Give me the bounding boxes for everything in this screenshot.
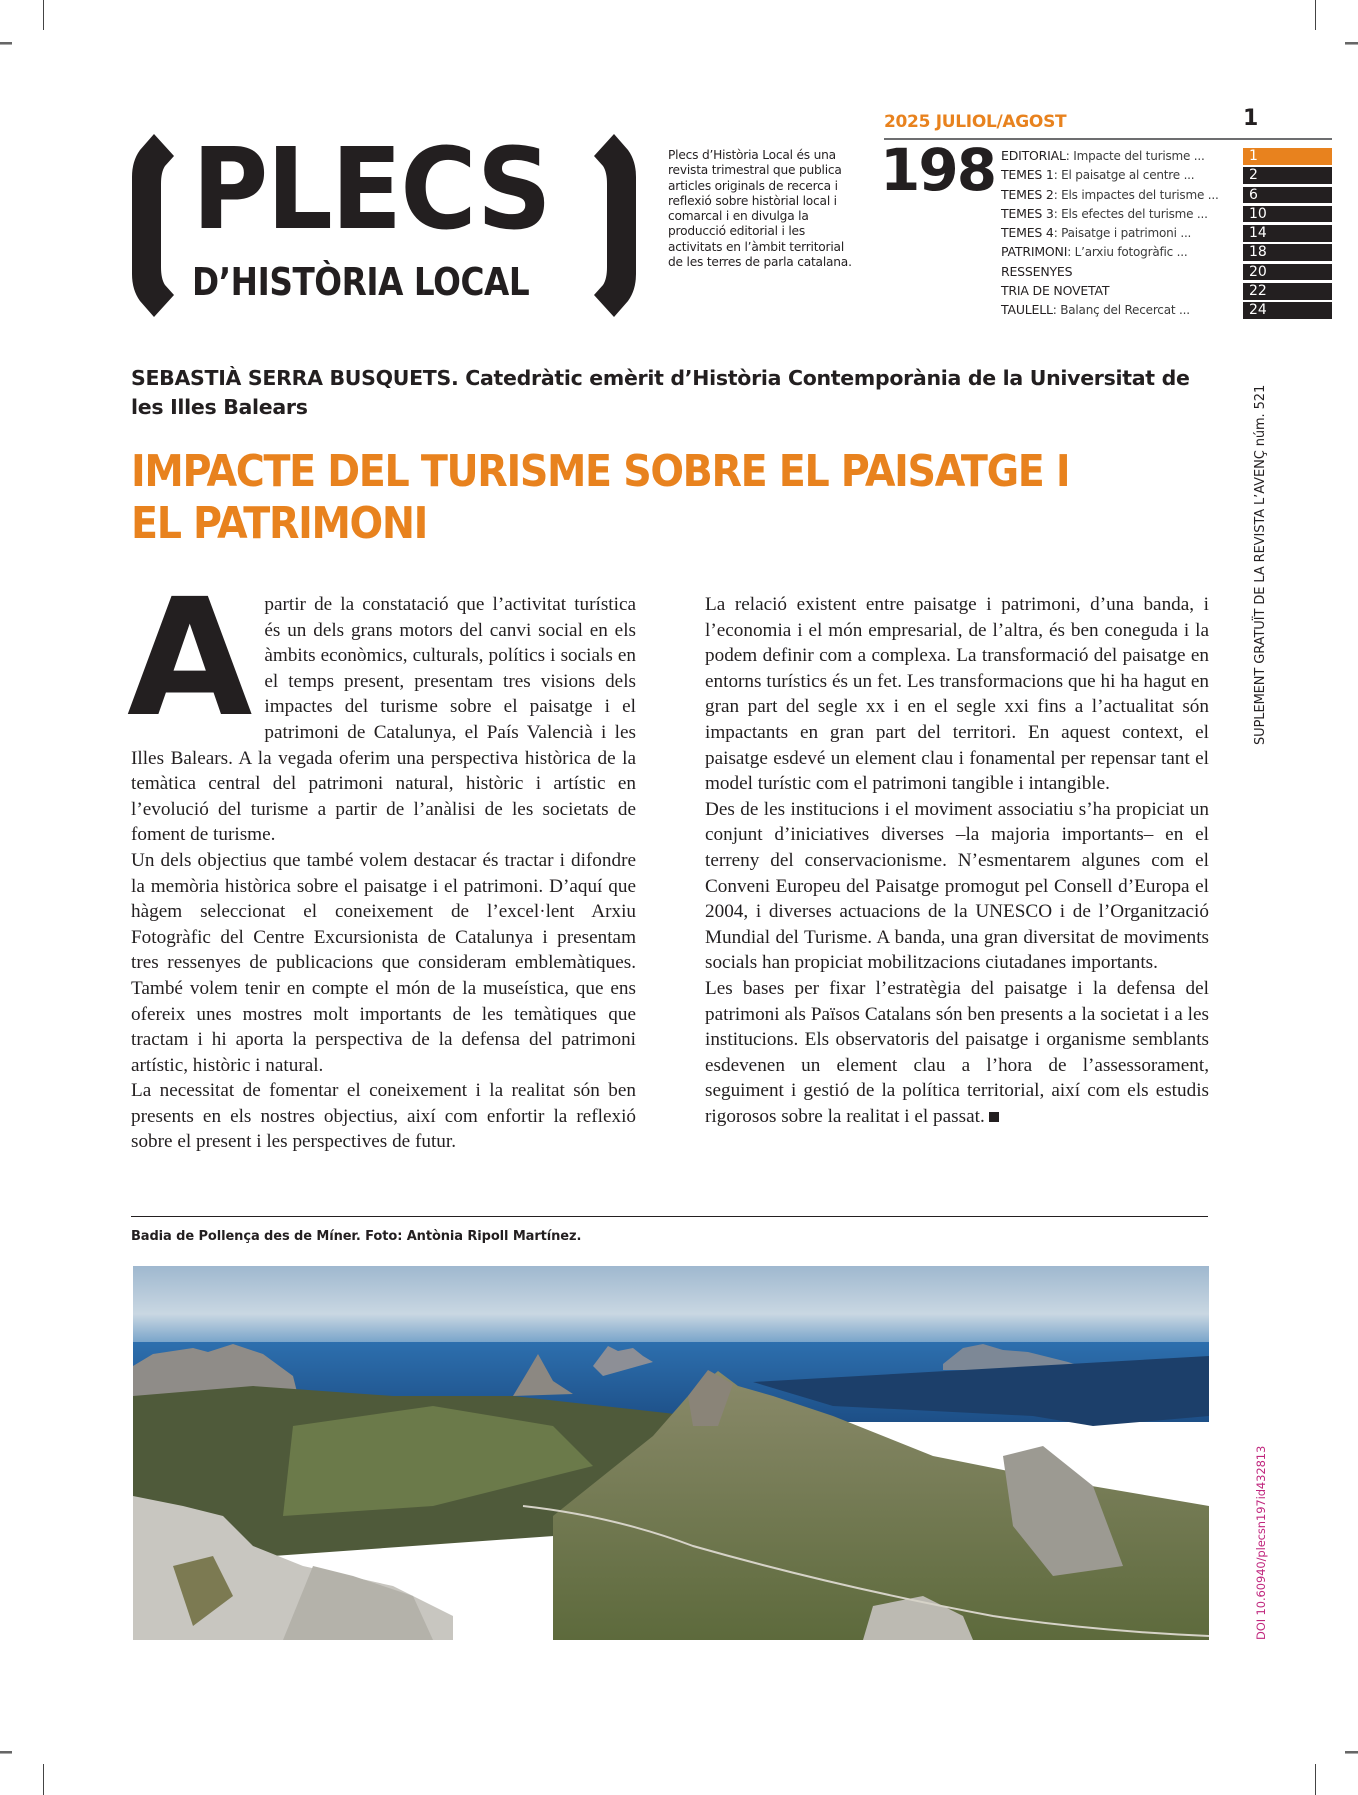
left-bracket-icon — [130, 134, 180, 317]
paragraph: La relació existent entre paisatge i patrimoni, d’una banda, i l’economia i el món empresarial, de l’altra, és ben coneguda i la podem definir com a complexa. La transformació del paisatge en entorns turístics és un fet. Les transformacions que hi ha hagut en gran part del segle xx i en el segle xxi fins a l’actualitat són impactants en gran part del territori. En aquest context, el paisatge esdevé un element clau i fonamental per repensar tant el model turístic com el patrimoni tangible i intangible. — [705, 594, 1209, 795]
toc-page-number[interactable]: 20 — [1243, 264, 1332, 281]
toc-section: TRIA DE NOVETAT — [1001, 283, 1110, 299]
landscape-illustration — [133, 1266, 1209, 1640]
toc-section: RESSENYES — [1001, 263, 1073, 279]
toc-title: : Els efectes del turisme ... — [1053, 206, 1208, 221]
toc-item[interactable] — [1001, 300, 1241, 319]
crop-mark — [0, 1751, 12, 1754]
toc-page-number[interactable]: 6 — [1243, 187, 1332, 204]
toc-title: : L’arxiu fotogràfic ... — [1067, 245, 1188, 260]
toc-title: : Balanç del Recercat ... — [1052, 303, 1190, 318]
logo-subtitle: D’HISTÒRIA LOCAL — [192, 260, 530, 304]
crop-mark — [1345, 1751, 1358, 1754]
author-name: SEBASTIÀ SERRA BUSQUETS — [131, 366, 451, 390]
toc-title: : Els impactes del turisme ... — [1053, 187, 1219, 202]
landscape-photo — [133, 1266, 1209, 1640]
logo-wordmark: PLECS — [192, 125, 550, 255]
crop-mark — [43, 0, 44, 30]
toc-title: : Paisatge i patrimoni ... — [1053, 226, 1192, 241]
right-bracket-icon — [588, 134, 638, 317]
photo-caption: Badia de Pollença des de Míner. Foto: Antònia Ripoll Martínez. — [131, 1229, 582, 1244]
crop-mark — [0, 42, 12, 45]
caption-rule — [131, 1216, 1208, 1217]
toc-section: PATRIMONI — [1001, 244, 1068, 260]
crop-mark — [1315, 1764, 1316, 1795]
doi-link[interactable]: DOI 10.60940/plecsn197id432813 — [1254, 1445, 1268, 1640]
toc-item[interactable] — [1001, 204, 1241, 223]
paragraph: partir de la constatació que l’activitat turística és un dels grans motors del canvi social en els àmbits econòmics, culturals, polítics i socials en el temps present, presentam tres visions dels impactes del turisme sobre el paisatge i el patrimoni de Catalunya, el País Valencià i les Illes Balears. A la vegada oferim una perspectiva històrica de la temàtica central del patrimoni natural, històric i artístic en l’evolució del turisme a partir de l’anàlisi de les societats de foment de turisme. — [131, 594, 636, 846]
toc-page-number[interactable]: 2 — [1243, 167, 1332, 184]
article-column-left — [127, 565, 636, 1155]
toc-section: EDITORIAL — [1001, 148, 1066, 163]
toc-item[interactable] — [1001, 262, 1241, 281]
page-number: 1 — [1243, 106, 1259, 131]
issue-date: 2025 JULIOL/AGOST — [884, 112, 1067, 132]
table-of-contents — [1001, 146, 1241, 320]
toc-page-number[interactable]: 10 — [1243, 206, 1332, 223]
toc-section: TEMES 1 — [1001, 167, 1054, 183]
magazine-description: Plecs d’Història Local és una revista trimestral que publica articles originals de recerca i reflexió sobre històrial local i comarcal i en divulga la producció editorial i les activitats en l’àmbit territorial de les terres de parla catalana. — [668, 148, 852, 270]
end-mark-icon — [989, 1112, 999, 1122]
crop-mark — [43, 1764, 44, 1795]
toc-title: : Impacte del turisme ... — [1065, 149, 1205, 163]
toc-item[interactable] — [1001, 223, 1241, 242]
crop-mark — [1345, 42, 1358, 45]
toc-page-number[interactable]: 24 — [1243, 302, 1332, 319]
toc-section: TEMES 2 — [1001, 186, 1054, 202]
magazine-logo — [130, 125, 640, 317]
toc-item[interactable] — [1001, 165, 1241, 184]
toc-item[interactable] — [1001, 146, 1241, 165]
toc-item[interactable] — [1001, 185, 1241, 204]
author-affiliation: . Catedràtic emèrit d’Història Contemporània de la Universitat de les Illes Balears — [131, 366, 1190, 419]
article-title: IMPACTE DEL TURISME SOBRE EL PAISATGE I EL PATRIMONI — [131, 446, 1070, 549]
author-line — [131, 364, 1211, 422]
paragraph: Les bases per fixar l’estratègia del paisatge i la defensa del patrimoni als Països Catalans són ben presents a la societat i a les institucions. Els observatoris del paisatge i organisme semblants esdevenen un element clau a l’hora de l’assessorament, seguiment i gestió de la política territorial, així com els estudis rigorosos sobre la realitat i el passat. — [705, 977, 1209, 1127]
article-column-right — [705, 592, 1209, 1129]
supplement-notice: SUPLEMENT GRATUÏT DE LA REVISTA L’AVENÇ núm. 521 — [1253, 384, 1268, 745]
toc-page-number[interactable]: 14 — [1243, 225, 1332, 242]
crop-mark — [1315, 0, 1316, 30]
issue-number: 198 — [880, 136, 996, 204]
toc-page-number[interactable]: 1 — [1243, 148, 1332, 165]
toc-section: TEMES 3 — [1001, 205, 1054, 221]
toc-title: : El paisatge al centre ... — [1053, 168, 1195, 183]
paragraph: La necessitat de fomentar el coneixement i la realitat són ben presents en els nostres objectius, així com enfortir la reflexió sobre el present i les perspectives de futur. — [131, 1080, 636, 1153]
drop-cap: A — [127, 565, 253, 753]
toc-page-number[interactable]: 18 — [1243, 244, 1332, 261]
toc-section: TAULELL — [1001, 302, 1053, 318]
toc-item[interactable] — [1001, 242, 1241, 261]
paragraph: Un dels objectius que també volem destacar és tractar i difondre la memòria històrica sobre el paisatge i el patrimoni. D’aquí que hàgem seleccionat el coneixement de l’excel·lent Arxiu Fotogràfic del Centre Excursionista de Catalunya i presentam tres ressenyes de publicacions que consideram emblemàtiques. També volem tenir en compte el món de la museística, que ens ofereix unes mostres molt importants de les temàtiques que tractam i hi aporta la perspectiva de la defensa del patrimoni artístic, històric i natural. — [131, 849, 636, 1076]
toc-section: TEMES 4 — [1001, 225, 1054, 241]
toc-item[interactable] — [1001, 281, 1241, 300]
toc-page-numbers — [1243, 148, 1332, 322]
toc-page-number[interactable]: 22 — [1243, 283, 1332, 300]
paragraph: Des de les institucions i el moviment associatiu s’ha propiciat un conjunt d’iniciatives diverses –la majoria importants– en el terreny del conservacionisme. N’esmentarem algunes com el Conveni Europeu del Paisatge promogut pel Consell d’Europa el 2004, i diverses actuacions de la UNESCO i de l’Organització Mundial del Turisme. A banda, una gran diversitat de moviments socials han propiciat mobilitzacions ciutadanes importants. — [705, 798, 1209, 974]
